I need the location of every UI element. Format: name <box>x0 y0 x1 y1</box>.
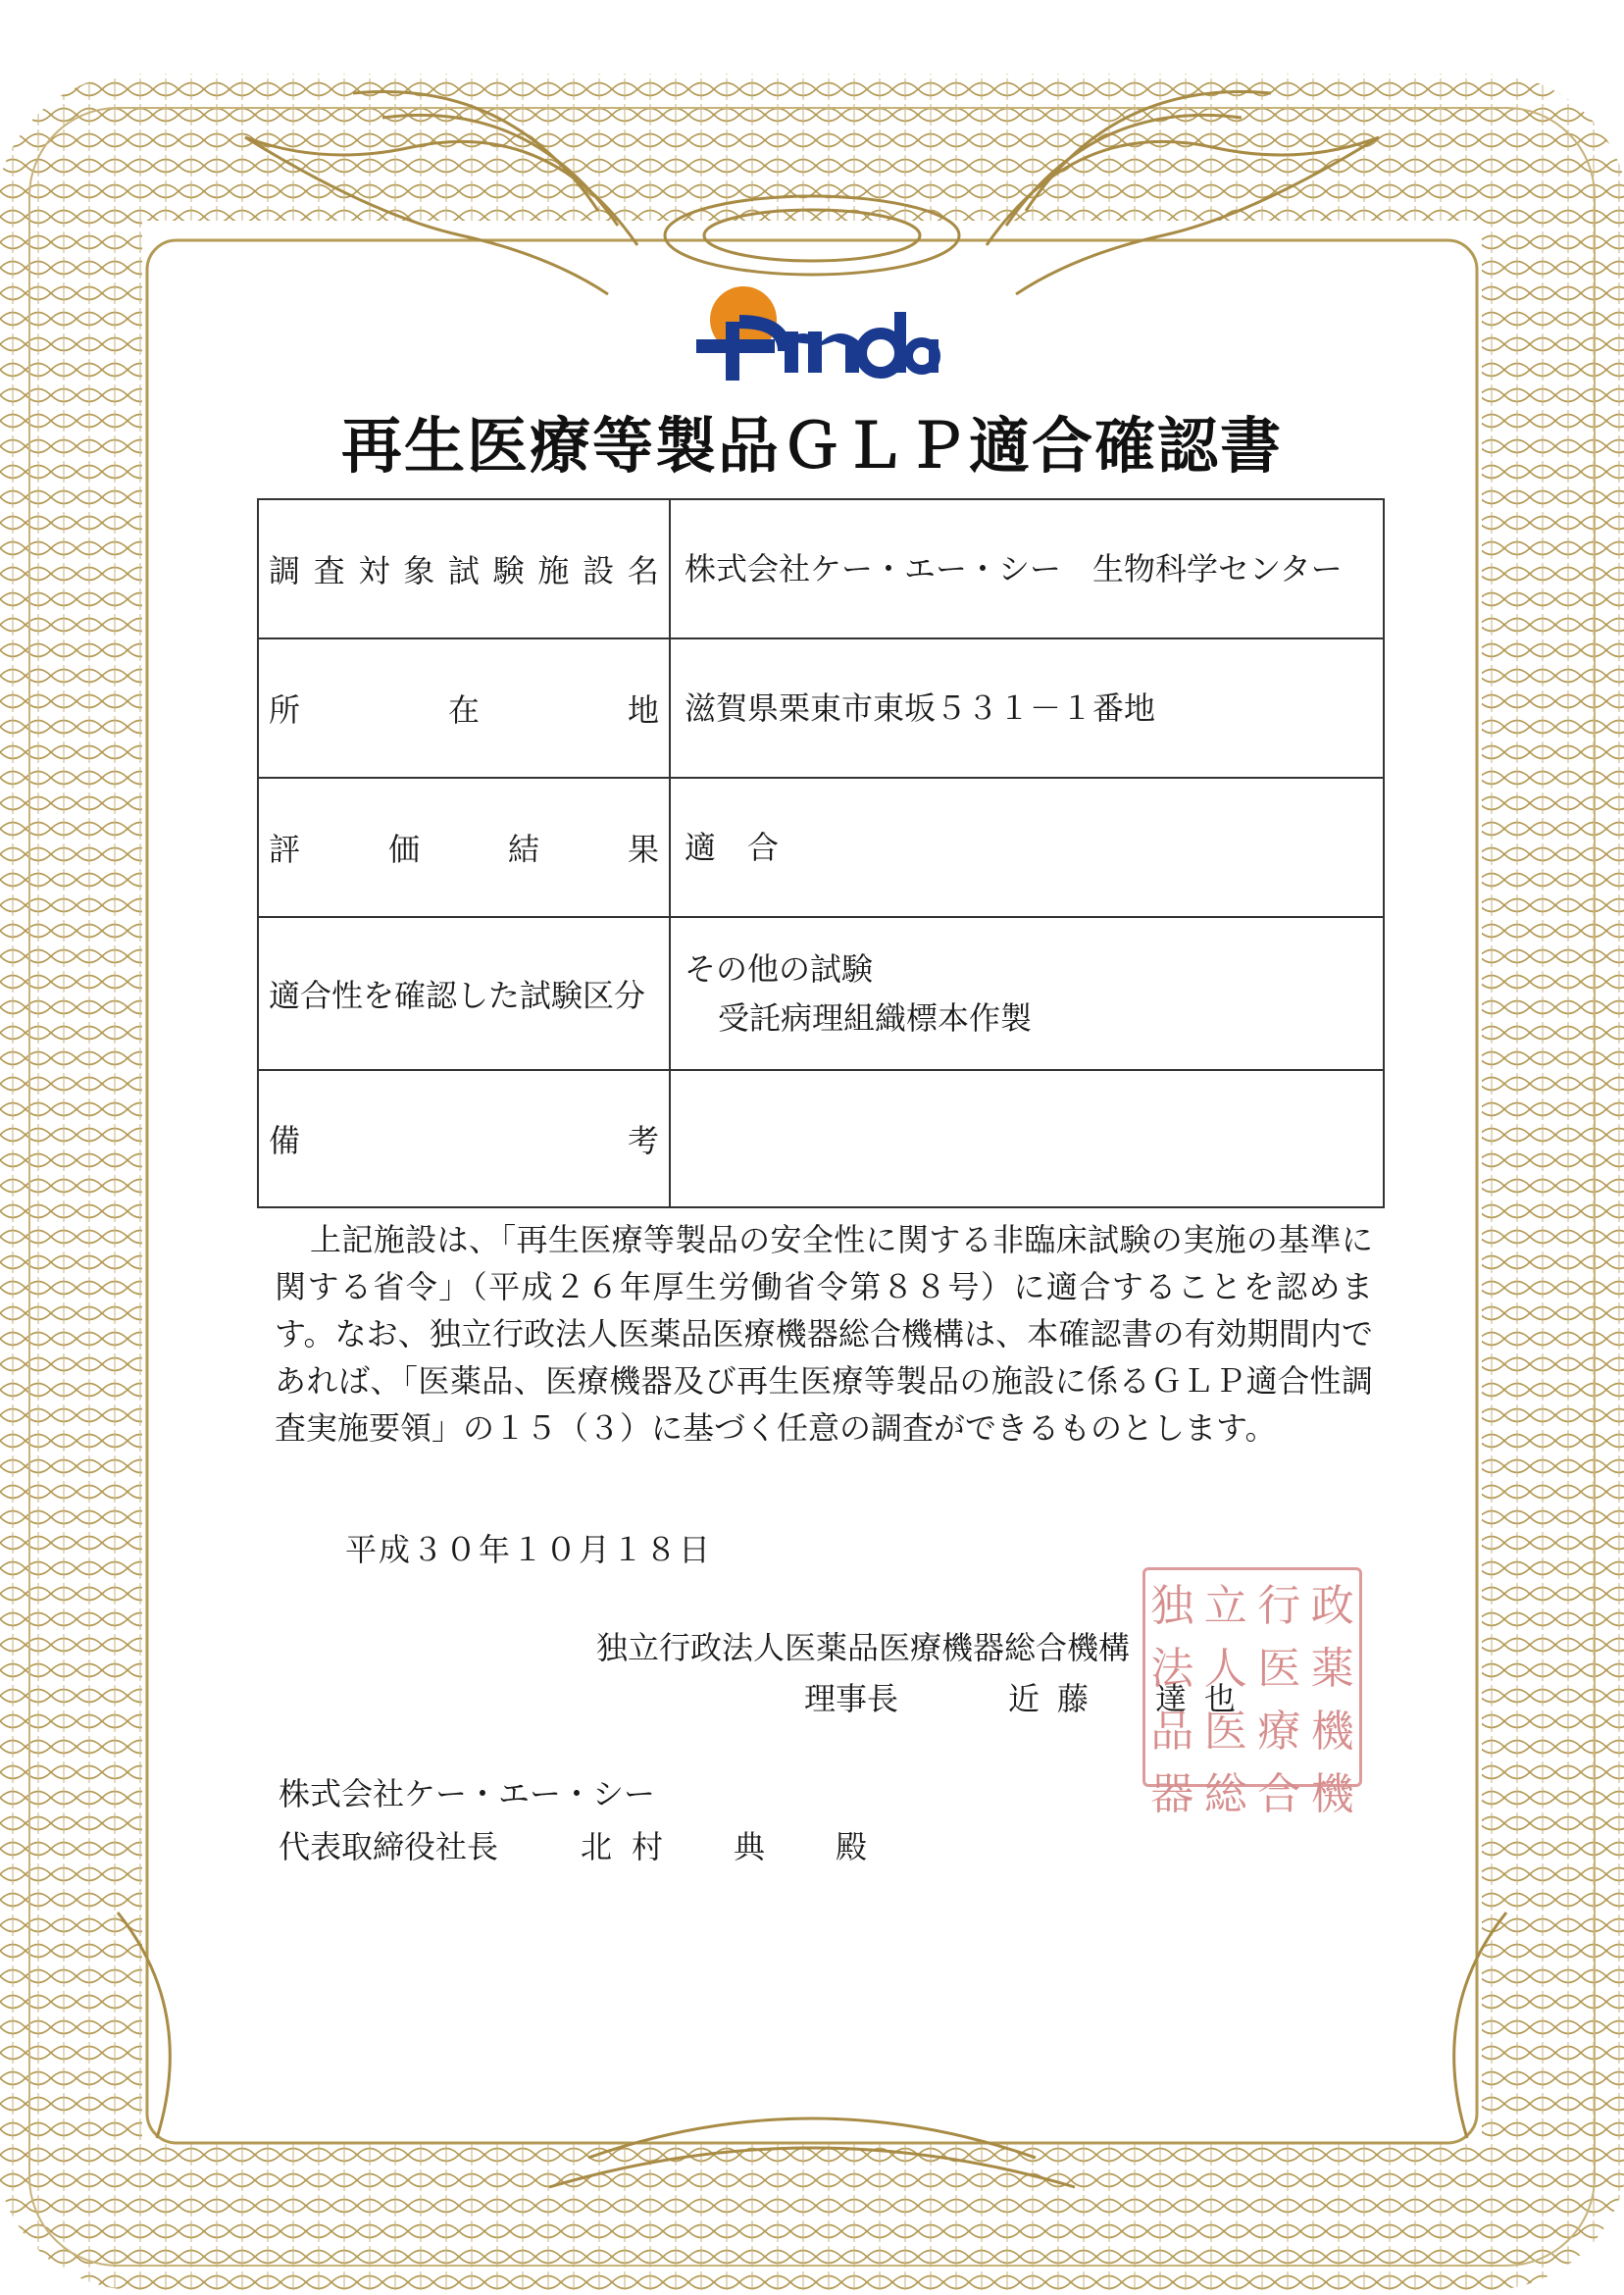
label-char: 評 <box>269 831 301 868</box>
official-seal <box>1142 1567 1362 1819</box>
row-value <box>670 638 1384 778</box>
test-subcategory: 受託病理組織標本作製 <box>718 999 1033 1037</box>
seal-char: 合 <box>1257 1769 1301 1819</box>
label-char: 所 <box>269 691 301 729</box>
label-char: 備 <box>269 1122 301 1159</box>
label-char: 名 <box>627 552 659 589</box>
table-row <box>258 499 1384 638</box>
seal-char: 行 <box>1257 1581 1301 1631</box>
seal-char: 機 <box>1310 1769 1354 1819</box>
label-char: 価 <box>387 831 420 868</box>
label-char: 験 <box>492 552 525 589</box>
table-row <box>258 1070 1384 1207</box>
label-char: 結 <box>507 831 539 868</box>
label-char: 考 <box>627 1122 659 1159</box>
remarks-value <box>670 1070 1384 1207</box>
label-char: 調 <box>269 552 301 589</box>
seal-char: 医 <box>1203 1707 1247 1757</box>
seal-char: 品 <box>1150 1707 1194 1757</box>
seal-char: 機 <box>1310 1707 1354 1757</box>
seal-char: 独 <box>1150 1581 1194 1631</box>
remarks-label <box>269 1116 659 1161</box>
location-label <box>269 686 659 731</box>
issuer-name: 近藤 達也 <box>1008 1680 1254 1717</box>
facility-label <box>269 546 659 591</box>
row-label <box>258 917 670 1070</box>
label-char: 象 <box>403 552 435 589</box>
certificate-table <box>257 498 1385 1208</box>
issue-date: 平成３０年１０月１８日 <box>345 1531 713 1568</box>
label-char: 地 <box>627 691 659 729</box>
test-category: その他の試験 <box>685 950 874 988</box>
row-value <box>670 917 1384 1070</box>
seal-char: 政 <box>1310 1581 1354 1631</box>
row-value <box>670 778 1384 917</box>
row-value <box>670 499 1384 638</box>
certification-statement: 上記施設は、「再生医療等製品の安全性に関する非臨床試験の実施の基準に関する省令」（平成２６年厚生労働省令第８８号）に適合することを認めます。なお、独立行政法人医薬品医療機器総合機構は、本確認書の有効期間内であれば、「医薬品、医療機器及び再生医療等製品の施設に係るＧＬＰ適合性調査実施要領」の１５（３）に基づく任意の調査ができるものとします。 <box>275 1221 1373 1447</box>
test-category-label: 適合性を確認した試験区分 <box>269 977 646 1014</box>
label-char: 在 <box>447 691 480 729</box>
facility-address: 滋賀県栗東市東坂５３１－１番地 <box>685 689 1156 727</box>
row-label <box>258 499 670 638</box>
seal-char: 療 <box>1257 1707 1301 1757</box>
seal-char: 立 <box>1203 1581 1247 1631</box>
row-label <box>258 1070 670 1207</box>
label-char: 査 <box>313 552 345 589</box>
issuer-organization: 独立行政法人医薬品医療機器総合機構 <box>596 1629 1131 1666</box>
recipient-name: 北村 典 殿 <box>581 1828 888 1865</box>
row-label <box>258 778 670 917</box>
seal-char: 医 <box>1257 1644 1301 1694</box>
seal-char: 器 <box>1150 1769 1194 1819</box>
pmda-logo <box>686 282 941 390</box>
label-char: 施 <box>537 552 570 589</box>
seal-char: 総 <box>1203 1769 1247 1819</box>
table-row <box>258 638 1384 778</box>
recipient-title: 代表取締役社長 <box>279 1828 499 1865</box>
seal-char: 薬 <box>1310 1644 1354 1694</box>
seal-char: 法 <box>1150 1644 1194 1694</box>
label-char: 果 <box>627 831 659 868</box>
facility-name: 株式会社ケー・エー・シー 生物科学センター <box>685 550 1343 587</box>
label-char: 設 <box>583 552 615 589</box>
row-label <box>258 638 670 778</box>
document-title: 再生医療等製品ＧＬＰ適合確認書 <box>340 410 1283 482</box>
result-label <box>269 825 659 870</box>
table-row <box>258 778 1384 917</box>
seal-char: 人 <box>1203 1644 1247 1694</box>
evaluation-result: 適 合 <box>685 829 780 866</box>
label-char: 対 <box>358 552 390 589</box>
issuer-title: 理事長 <box>804 1680 899 1717</box>
recipient-company: 株式会社ケー・エー・シー <box>279 1775 656 1812</box>
label-char: 試 <box>447 552 480 589</box>
table-row <box>258 917 1384 1070</box>
